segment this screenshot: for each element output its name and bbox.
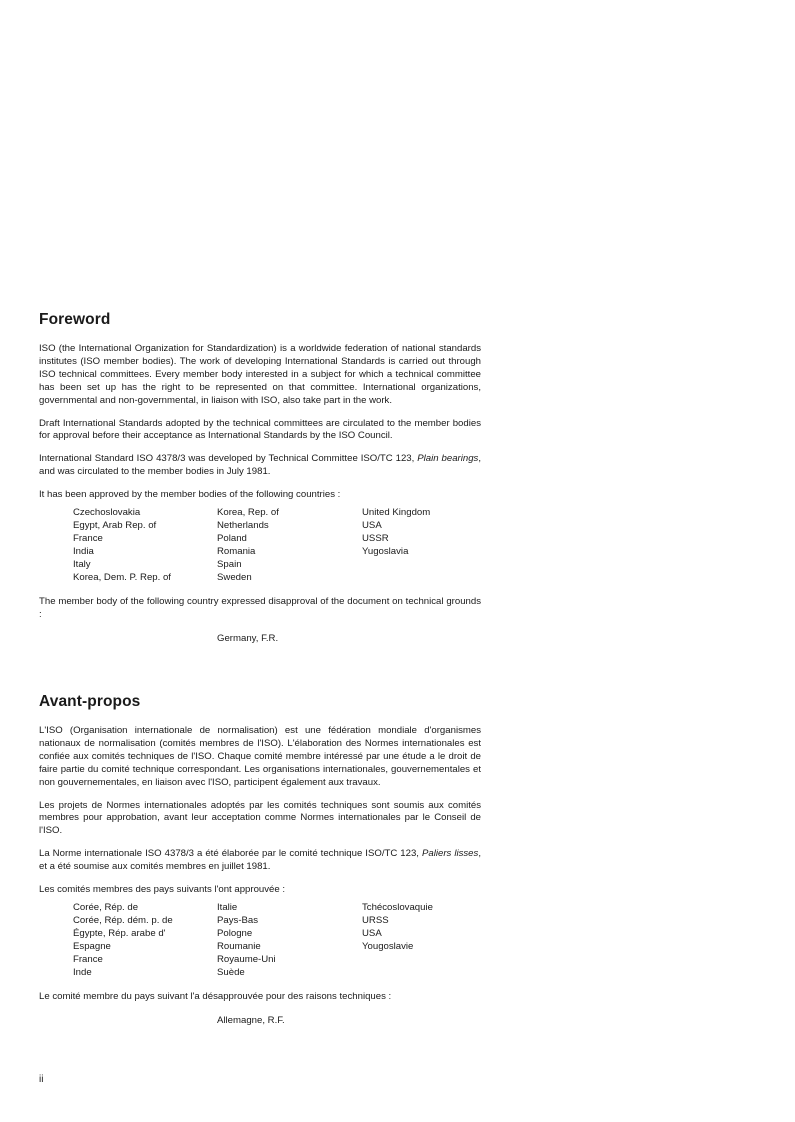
country-item: Korea, Rep. of (217, 507, 279, 519)
avant-propos-section (39, 693, 481, 1028)
country-item: Espagne (73, 940, 111, 952)
country-item: URSS (362, 914, 389, 926)
foreword-countries-col-1 (73, 507, 171, 584)
country-item: Sweden (217, 571, 252, 583)
foreword-title: Foreword (39, 311, 111, 328)
country-item: Corée, Rép. dém. p. de (73, 914, 173, 926)
avant-propos-disapproval-country: Allemagne, R.F. (217, 1014, 285, 1026)
country-item: USSR (362, 532, 389, 544)
foreword-disapproval-intro: The member body of the following country expressed disapproval of the document on technical grounds : (39, 596, 481, 620)
country-item: Spain (217, 558, 242, 570)
country-item: United Kingdom (362, 507, 431, 519)
country-item: Corée, Rép. de (73, 901, 139, 913)
country-item: Pologne (217, 927, 253, 939)
country-item: France (73, 532, 103, 544)
country-item: Yougoslavie (362, 940, 414, 952)
foreword-countries-col-3 (362, 507, 430, 559)
country-item: Roumanie (217, 940, 261, 952)
para3-text: La Norme internationale ISO 4378/3 a été élaborée par le comité technique ISO/TC 123, (39, 848, 422, 860)
country-item: India (73, 545, 94, 557)
foreword-country-list (39, 507, 481, 585)
country-item: USA (362, 519, 382, 531)
avant-propos-countries-col-3 (362, 902, 433, 954)
avant-propos-country-list (39, 902, 481, 980)
foreword-para-3 (39, 453, 481, 479)
para3-text-end: , et a été soumise aux comités membres en juillet 1981. (39, 848, 481, 873)
para3-italic: Plain bearings (417, 453, 479, 465)
avant-propos-disapproval-country-row (39, 1015, 481, 1028)
country-item: Romania (217, 545, 256, 557)
para3-text: International Standard ISO 4378/3 was developed by Technical Committee ISO/TC 123, (39, 453, 418, 465)
avant-propos-para-2: Les projets de Normes internationales adoptés par les comités techniques sont soumis aux comités membres pour approbation, avant leur acceptation comme Normes internationales par le Conseil de l'ISO. (39, 799, 481, 837)
page-number: ii (39, 1074, 44, 1085)
country-item: Netherlands (217, 519, 269, 531)
country-item: Korea, Dem. P. Rep. of (73, 571, 171, 583)
foreword-para-2: Draft International Standards adopted by the technical committees are circulated to the member bodies for approval before their acceptance as International Standards by the ISO Council. (39, 417, 481, 442)
country-item: Czechoslovakia (73, 507, 141, 519)
country-item: Italy (73, 558, 91, 570)
country-item: France (73, 953, 103, 965)
foreword-disapproval-country: Germany, F.R. (217, 632, 279, 644)
country-item: Egypt, Arab Rep. of (73, 519, 157, 531)
avant-propos-para-3 (39, 848, 481, 874)
country-item: Tchécoslovaquie (362, 901, 433, 913)
country-item: Suède (217, 966, 245, 978)
avant-propos-para-1: L'ISO (Organisation internationale de normalisation) est une fédération mondiale d'organismes nationaux de normalisation (comités membres de l'ISO). L'élaboration des Normes internationales est confiée aux comités techniques de l'ISO. Chaque comité membre intéressé par une étude a le droit de faire partie du comité technique correspondant. Les organisations internationales, gouvernementales et non gouvernementales, en liaison avec l'ISO, participent également aux travaux. (39, 725, 481, 788)
para3-text-end: , and was circulated to the member bodies in July 1981. (39, 453, 481, 478)
foreword-approved-intro: It has been approved by the member bodies of the following countries : (39, 489, 341, 501)
foreword-disapproval-country-row (39, 633, 481, 646)
foreword-para-1: ISO (the International Organization for Standardization) is a worldwide federation of national standards institutes (ISO member bodies). The work of developing International Standards is carried out through ISO technical committees. Every member body interested in a subject for which a technical committee has been set up has the right to be represented on that committee. International organizations, governmental and non-governmental, in liaison with ISO, also take part in the work. (39, 343, 481, 406)
foreword-countries-col-2 (217, 507, 279, 584)
avant-propos-title: Avant-propos (39, 693, 141, 710)
avant-propos-approved-intro: Les comités membres des pays suivants l'ont approuvée : (39, 884, 286, 896)
avant-propos-countries-col-1 (73, 902, 173, 979)
foreword-section (39, 311, 481, 646)
country-item: Inde (73, 966, 92, 978)
country-item: Italie (217, 901, 238, 913)
avant-propos-disapproval-intro: Le comité membre du pays suivant l'a désapprouvée pour des raisons techniques : (39, 990, 392, 1002)
country-item: Pays-Bas (217, 914, 259, 926)
avant-propos-countries-col-2 (217, 902, 276, 979)
para3-italic: Paliers lisses (421, 848, 479, 860)
country-item: Poland (217, 532, 247, 544)
country-item: Égypte, Rép. arabe d' (73, 927, 166, 939)
country-item: Royaume-Uni (217, 953, 276, 965)
country-item: USA (362, 927, 382, 939)
country-item: Yugoslavia (362, 545, 409, 557)
